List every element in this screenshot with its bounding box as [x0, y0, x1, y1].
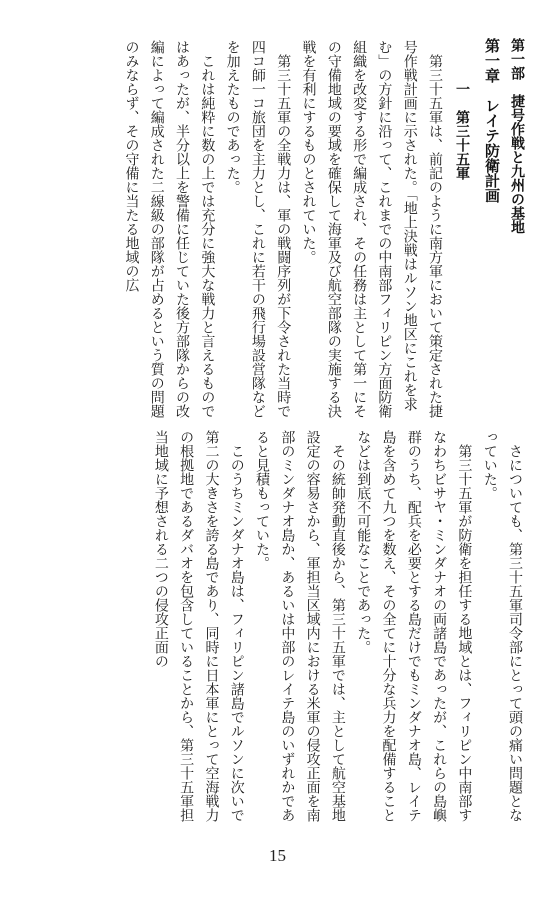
section-heading: 一 第三十五軍: [454, 82, 470, 180]
paragraph: その統帥発動直後から、第三十五軍では、主として航空基地設定の容易さから、軍担当区域内における米軍の侵攻正面を南部のミンダナオ島か、あるいは中部のレイテ島のいずれかであると見積もっていた。: [254, 430, 346, 822]
bottom-text-block: [47, 430, 527, 822]
paragraph: 第三十五軍は、前記のように南方軍において策定された捷号作戦計画に示された。「地上決戦はルソン地区にこれを求む」の方針に沿って、これまでの中南部フィリピン方面防衛組織を改変する形で編成され、その任務は主として第一にその守備地域の要域を確保して海軍及び航空部隊の実施する決戦を有利にするものとされていた。: [300, 40, 443, 418]
paragraph: 第三十五軍が防衛を担任する地域とは、フィリピン中南部すなわちビサヤ・ミンダナオの両諸島であったが、これらの島嶼群のうち、配兵を必要とする島だけでもミンダナオ島、レイテ島を含めて九つを数え、その全てに十分な兵力を配備することなどは到底不可能なことであった。: [355, 430, 473, 822]
top-text-block: [47, 40, 447, 428]
chapter-heading: 第一章 レイテ防衛計画: [483, 38, 501, 203]
paragraph: これは純粋に数の上では充分に強大な戦力と言えるものではあったが、半分以上を警備に任じていた後方部隊からの改編によって編成された二線級の部隊が占めるという質の問題のみならず、その守備に当たる地域の広: [123, 40, 216, 418]
paragraph: このうちミンダナオ島は、フィリピン諸島でルソンに次いで第二の大きさを誇る島であり、同時に日本軍にとって空海戦力の根拠地であるダバオを包含していることから、第三十五軍担当地域に予想される二つの侵攻正面の: [152, 430, 245, 822]
paragraph: 第三十五軍の全戦力は、軍の戦闘序列が下令された当時で四コ師一コ旅団を主力とし、これに若干の飛行場設営隊などを加えたものであった。: [224, 40, 292, 418]
page-number: 15: [269, 846, 286, 865]
paragraph: さについても、第三十五軍司令部にとって頭の痛い問題となっていた。: [481, 430, 523, 822]
part-heading: 第一部 捷号作戦と九州の基地: [509, 38, 525, 234]
